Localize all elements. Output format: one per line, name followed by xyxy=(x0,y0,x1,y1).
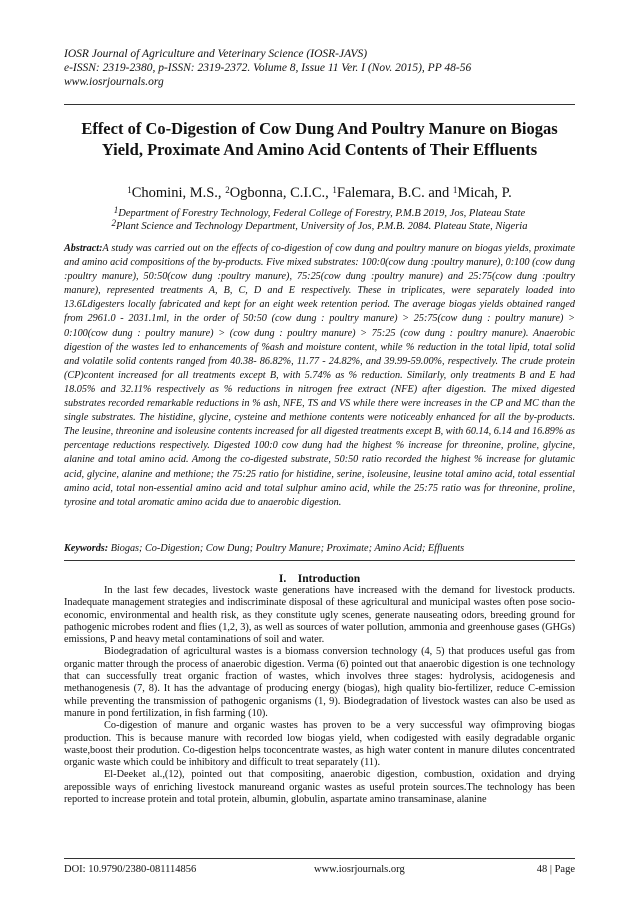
journal-name: IOSR Journal of Agriculture and Veterinary Science (IOSR-JAVS) xyxy=(64,48,368,60)
keywords-label: Keywords: xyxy=(64,543,109,554)
keywords-divider xyxy=(64,560,575,561)
footer-doi: DOI: 10.9790/2380-081114856 xyxy=(64,864,197,875)
abstract xyxy=(64,242,575,510)
header-divider xyxy=(64,104,575,105)
author-affil-mark: 1 xyxy=(127,185,132,195)
body-paragraph: In the last few decades, livestock waste generations have increased with the demand for livestock products. Inadequate management strategies and indiscriminate disposal of these agricultural and municipal wastes often pose socio-economic, environmental and health risk, as they constitute ugly scenes, generate nauseating odors, breeding ground for pathogenic microbes rodent and flies (1,2, 3), as well as sources of water pollution, ammonia and greenhouse gases (GHGs) emissions, P and heavy metal contaminations of soil and water. xyxy=(64,585,575,646)
body-paragraph: El-Deeket al.,(12), pointed out that compositing, anaerobic digestion, combustion, oxidation and drying arepossible ways of enriching livestock manureand organic wastes as useful protein sources.The technology has been reported to increase protein and total protein, albumin, globulin, aspartate amino transaminase, alanine xyxy=(64,769,575,806)
author-affil-mark: 2 xyxy=(225,185,230,195)
author-name: Ogbonna, C.I.C., xyxy=(229,185,333,201)
footer-page-number: 48 | Page xyxy=(536,864,575,875)
footer-divider xyxy=(64,858,575,859)
affiliation-line xyxy=(64,220,575,233)
section-number: I. xyxy=(278,573,287,585)
section-title: Introduction xyxy=(297,573,361,585)
body-text xyxy=(64,585,575,806)
affiliation-line xyxy=(64,207,575,220)
keywords-text: Biogas; Co-Digestion; Cow Dung; Poultry Manure; Proximate; Amino Acid; Effluents xyxy=(108,543,465,554)
author-affil-mark: 1 xyxy=(452,185,458,195)
affiliations xyxy=(64,207,575,233)
abstract-text: A study was carried out on the effects of co-digestion of cow dung and poultry manure on biogas yields, proximate and amino acid compositions of the by-products. Five mixed substrates: 100:0(cow dung :poultry manure), 0:100 (cow dung :poultry manure), 50:50(cow dung :poultry manure), 75:25(cow dung :poultry manure) and 25:75(cow dung :poultry manure), represented treatments A, B, C, D and E respectively. These in triplicates, were separately loaded into 13.6Ldigesters locally fabricated and kept for an eight week retention period. The average biogas yields obtained ranged from 2961.0 - 2031.1ml, in the order of 50:50 (cow dung : poultry manure) > 25:75(cow dung : poultry manure) > 0:100(cow dung : poultry manure) > (cow dung : poultry manure) > 75:25 (cow dung : poultry manure). Anaerobic digestion of the wastes led to enhancements of %ash and moisture content, while % reduction in the total lipid, total solid and volatile solid contents ranged from 40.38- 86.82%, 11.77 - 24.82%, and 39.99-59.00%, respectively. The crude protein (CP)content increased for all treatments except B, with 5.74% as % reduction. Similarly, only treatments B and E had 18.05% and 32.11% respectively as % reductions in nitrogen free extract (NFE) after digestion. The mixed digested substrates recorded remarkable reductions in % ash, NFE, TS and VS while there were increases in the CP and MC than the single substrates. The histidine, glycine, cysteine and methione contents were noticeably enhanced for all the by-products. The leusine, threonine and isoleusine contents increased for all digested treatments except B, with 60.14, 6.14 and 16.89% as percentage reductions respectively. Digested 100:0 cow dung had the highest % increase for threonine, proline, glycine, alanine and total amino acid. Among the co-digested substrate, 50:50 ratio recorded the highest % increase for glutamic acid, glycine, alanine and methione; the 75:25 ratio for histidine, serine, isoleusine, leusine total amino acid, total essential amino acid, total non-essential amino acid and total sulphur amino acid, while the 25:75 ratio was for threonine, proline, tyrosine and total aromatic amino acida due to anaerobic digestion. xyxy=(64,243,575,508)
author-name: Micah, P. xyxy=(457,185,512,201)
keywords xyxy=(64,542,575,556)
page-footer xyxy=(64,863,575,877)
body-paragraph: Co-digestion of manure and organic wastes has proven to be a very successful way ofimproving biogas production. This is because manure with recorded low biogas yield, when codigested with easily degradable organic waste,boost their prodution. Co-digestion helps toconcentrate wastes, as high water content in manure dilutes concentrated organic waste which could be inhibitory and difficult to treat separately (11). xyxy=(64,720,575,769)
affil-mark: 1 xyxy=(113,205,119,215)
journal-header xyxy=(64,47,564,89)
body-paragraph: Biodegradation of agricultural wastes is a biomass conversion technology (4, 5) that produces useful gas from organic matter through the process of anaerobic digestion. Verma (6) pointed out that anaerobic digestion is one technology that can successfully treat organic fraction of wastes, which involves three stages: hydrolysis, acidogenesis and methanogenesis (7, 8). It has the advantage of producing energy (biogas), high quality bio-fertilizer, reduce C-emission while preventing the transmission of pathogenic organisms (1, 9). Biodegradation of livestock wastes can also be used as manure in pond fertilization, in fish farming (10). xyxy=(64,646,575,719)
footer-website[interactable]: www.iosrjournals.org xyxy=(314,864,405,875)
author-affil-mark: 1 xyxy=(332,185,337,195)
author-name: Falemara, B.C. and xyxy=(336,185,453,201)
journal-issn: e-ISSN: 2319-2380, p-ISSN: 2319-2372. Volume 8, Issue 11 Ver. I (Nov. 2015), PP 48-56 xyxy=(64,62,472,74)
paper-title: Effect of Co-Digestion of Cow Dung And Poultry Manure on Biogas Yield, Proximate And Amino Acid Contents of Their Effluents xyxy=(81,119,558,159)
affil-text: Plant Science and Technology Department, University of Jos, P.M.B. 2084. Plateau State, Nigeria xyxy=(116,221,528,232)
section-heading xyxy=(64,572,575,586)
abstract-label: Abstract: xyxy=(64,243,103,254)
author-list xyxy=(64,184,575,202)
journal-website[interactable]: www.iosrjournals.org xyxy=(64,76,164,88)
author-name: Chomini, M.S., xyxy=(131,185,226,201)
affil-mark: 2 xyxy=(111,218,116,228)
affil-text: Department of Forestry Technology, Federal College of Forestry, P.M.B 2019, Jos, Plateau State xyxy=(118,208,526,219)
